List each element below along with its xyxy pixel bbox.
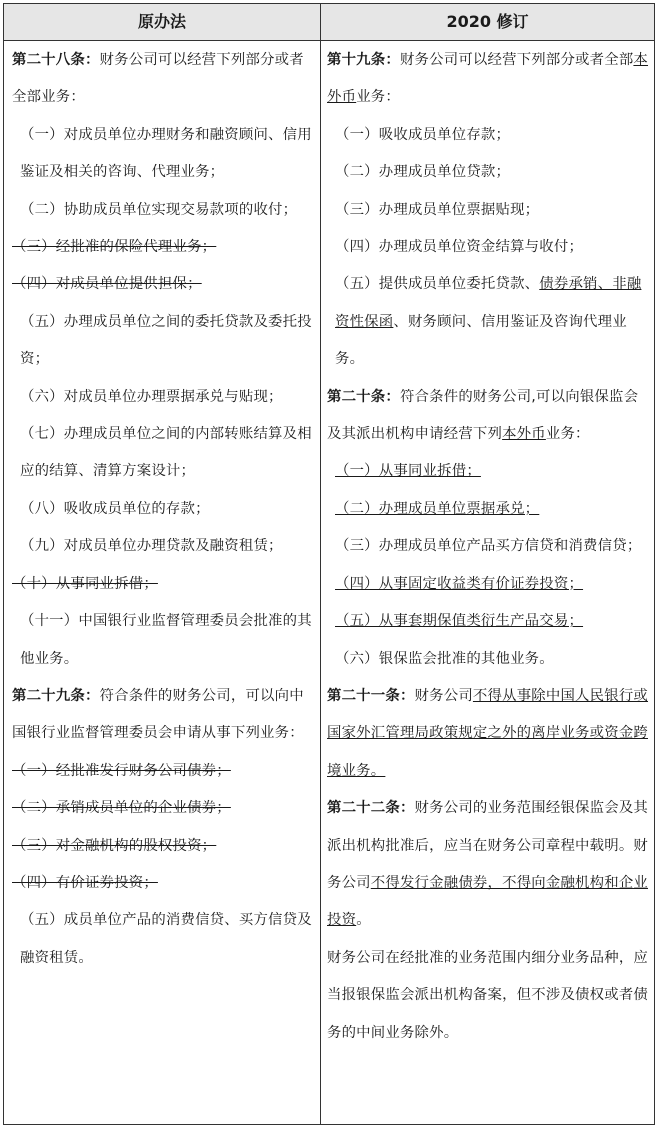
deleted-item: （十）从事同业拆借； [12, 575, 158, 592]
inserted-text: 本外币 [502, 426, 546, 443]
header-original: 原办法 [137, 12, 186, 31]
inserted-text: 不得从事除中国人民银行或国家外汇管理局政策规定之外的离岸业务或资金跨境业务。 [327, 687, 649, 779]
revision-column [321, 42, 654, 1052]
list-item: （十一）中国银行业监督管理委员会批准的其他业务。 [20, 613, 312, 667]
deleted-item: （三）对金融机构的股权投资； [12, 837, 217, 854]
article-28 [12, 42, 316, 117]
article-29 [12, 678, 316, 753]
inserted-item: （一）从事同业拆借； [335, 463, 481, 480]
inserted-item: （四）从事固定收益类有价证券投资； [335, 575, 584, 592]
list-item: （五）办理成员单位之间的委托贷款及委托投资； [20, 313, 312, 368]
list-item: （四）办理成员单位资金结算与收付； [335, 239, 584, 256]
article-20-label: 第二十条： [327, 388, 400, 405]
list-item: （七）办理成员单位之间的内部转账结算及相应的结算、清算方案设计； [20, 426, 312, 480]
article-22-text: 财务公司的业务范围经银保监会及其派出机构批准后，应当在财务公司章程中载明。财务公司 [327, 800, 648, 891]
article-22-text-end: 。 [356, 912, 371, 929]
article-20 [327, 379, 650, 454]
original-column [4, 42, 320, 977]
article-20-text: 符合条件的财务公司,可以向银保监会及其派出机构申请经营下列 [327, 388, 639, 443]
inserted-text: 债券承销、非融资性保函 [335, 276, 642, 330]
list-item: （八）吸收成员单位的存款； [20, 500, 210, 517]
list-item: （一）吸收成员单位存款； [335, 126, 511, 143]
inserted-text: 不得发行金融债券，不得向金融机构和企业投资 [327, 874, 649, 929]
deleted-item: （三）经批准的保险代理业务； [12, 239, 217, 256]
list-item: （五）成员单位产品的消费信贷、买方信贷及融资租赁。 [20, 912, 312, 966]
article-29-label: 第二十九条： [12, 687, 100, 704]
article-21 [327, 678, 650, 790]
list-item: （九）对成员单位办理贷款及融资租赁； [20, 538, 283, 555]
deleted-item: （一）经批准发行财务公司债券； [12, 762, 231, 779]
final-paragraph: 财务公司在经批准的业务范围内细分业务品种，应当报银保监会派出机构备案，但不涉及债权或者债务的中间业务除外。 [327, 949, 648, 1041]
article-29-text: 符合条件的财务公司，可以向中国银行业监督管理委员会申请从事下列业务： [12, 687, 304, 742]
list-item: （二）协助成员单位实现交易款项的收付； [20, 201, 298, 218]
article-19-text-end: 业务： [356, 89, 400, 106]
deleted-item: （四）有价证券投资； [12, 874, 158, 891]
list-item: （一）对成员单位办理财务和融资顾问、信用鉴证及相关的咨询、代理业务； [20, 126, 312, 181]
comparison-table [3, 3, 655, 1125]
list-item [327, 266, 650, 378]
list-item: （三）办理成员单位产品买方信贷和消费信贷； [335, 538, 642, 555]
article-21-text: 财务公司 [414, 687, 473, 704]
article-19-text: 财务公司可以经营下列部分或者全部 [399, 52, 634, 68]
list-item: （二）办理成员单位贷款； [335, 164, 511, 181]
deleted-item: （四）对成员单位提供担保； [12, 276, 202, 293]
article-19 [327, 42, 650, 117]
article-20-text-end: 业务： [545, 426, 590, 443]
article-22 [327, 790, 650, 940]
item-text: （五）提供成员单位委托贷款、 [335, 276, 540, 293]
article-19-label: 第十九条： [327, 52, 400, 68]
article-22-label: 第二十二条： [327, 800, 415, 817]
header-2020-revision: 2020 修订 [446, 12, 529, 31]
deleted-item: （二）承销成员单位的企业债券； [12, 800, 231, 817]
article-28-text: 财务公司可以经营下列部分或者全部业务： [12, 52, 304, 106]
list-item: （六）对成员单位办理票据承兑与贴现； [20, 388, 283, 405]
inserted-item: （五）从事套期保值类衍生产品交易； [335, 613, 584, 630]
list-item: （三）办理成员单位票据贴现； [335, 201, 540, 218]
item-text-end: 、财务顾问、信用鉴证及咨询代理业务。 [335, 313, 627, 368]
table-header [4, 4, 654, 41]
list-item: （六）银保监会批准的其他业务。 [335, 650, 554, 667]
inserted-item: （二）办理成员单位票据承兑； [335, 500, 540, 517]
inserted-text: 本外币 [327, 52, 649, 106]
article-28-label: 第二十八条： [12, 52, 100, 68]
article-21-label: 第二十一条： [327, 687, 415, 704]
